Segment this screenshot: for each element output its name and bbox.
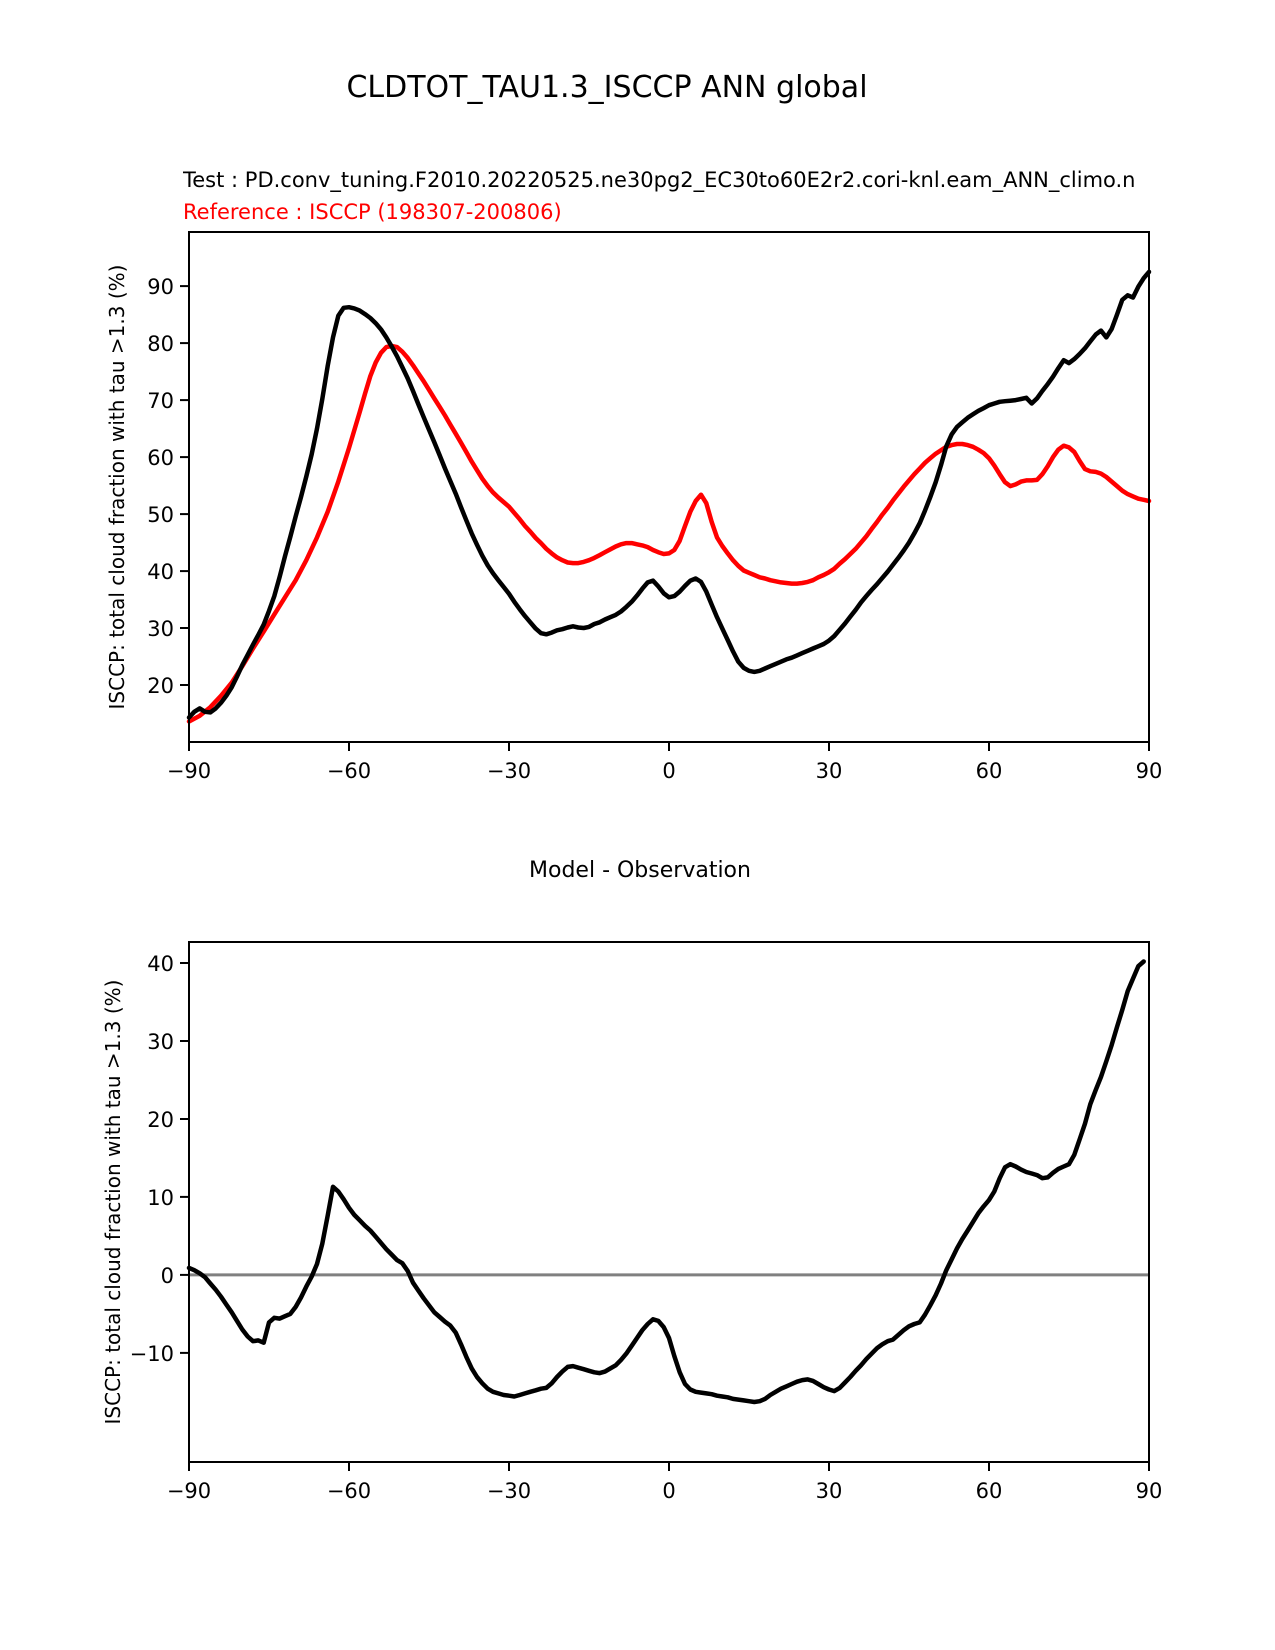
x-tick-label: 30 xyxy=(815,1479,843,1503)
y-tick-label: 0 xyxy=(160,1263,174,1288)
x-tick-label: −30 xyxy=(486,759,532,783)
x-tick-label: 30 xyxy=(815,759,843,783)
y-tick-label: 80 xyxy=(147,332,174,357)
x-tick-label: 0 xyxy=(662,759,676,783)
bottom-chart-title: Model - Observation xyxy=(529,858,751,883)
plot-area-1 xyxy=(130,942,1163,1503)
x-tick-label: 90 xyxy=(1135,1479,1163,1503)
y-tick-label: 90 xyxy=(147,275,174,300)
x-tick-label: −90 xyxy=(166,759,212,783)
reference-label: Reference : ISCCP (198307-200806) xyxy=(183,200,562,224)
x-tick-label: −60 xyxy=(326,1479,372,1503)
y-tick-label: 30 xyxy=(147,617,174,641)
x-tick-label: 0 xyxy=(662,1479,676,1503)
top-chart-y-axis-label: ISCCP: total cloud fraction with tau >1.3 (%) xyxy=(105,264,129,710)
x-tick-label: −60 xyxy=(326,759,372,783)
page-title: CLDTOT_TAU1.3_ISCCP ANN global xyxy=(346,70,868,105)
bottom-chart-y-axis-label: ISCCP: total cloud fraction with tau >1.3 (%) xyxy=(101,979,125,1425)
x-tick-label: −90 xyxy=(166,1479,212,1503)
x-tick-label: −30 xyxy=(486,1479,532,1503)
test-run-label: Test : PD.conv_tuning.F2010.20220525.ne30pg2_EC30to60E2r2.cori-knl.eam_ANN_climo.n xyxy=(183,168,1136,192)
y-tick-label: 50 xyxy=(147,503,174,528)
y-tick-label: −10 xyxy=(129,1341,174,1366)
y-tick-label: 70 xyxy=(147,389,174,414)
y-tick-label: 10 xyxy=(147,1185,174,1210)
axes-frame xyxy=(189,942,1149,1462)
y-tick-label: 40 xyxy=(147,952,174,976)
y-tick-label: 40 xyxy=(147,560,174,585)
y-tick-label: 30 xyxy=(147,1030,174,1054)
x-tick-label: 90 xyxy=(1135,759,1163,783)
x-tick-label: 60 xyxy=(975,759,1003,783)
diff-line xyxy=(189,962,1144,1403)
y-tick-label: 60 xyxy=(147,446,174,471)
y-tick-label: 20 xyxy=(147,1108,174,1132)
y-tick-label: 20 xyxy=(147,674,174,698)
x-tick-label: 60 xyxy=(975,1479,1003,1503)
